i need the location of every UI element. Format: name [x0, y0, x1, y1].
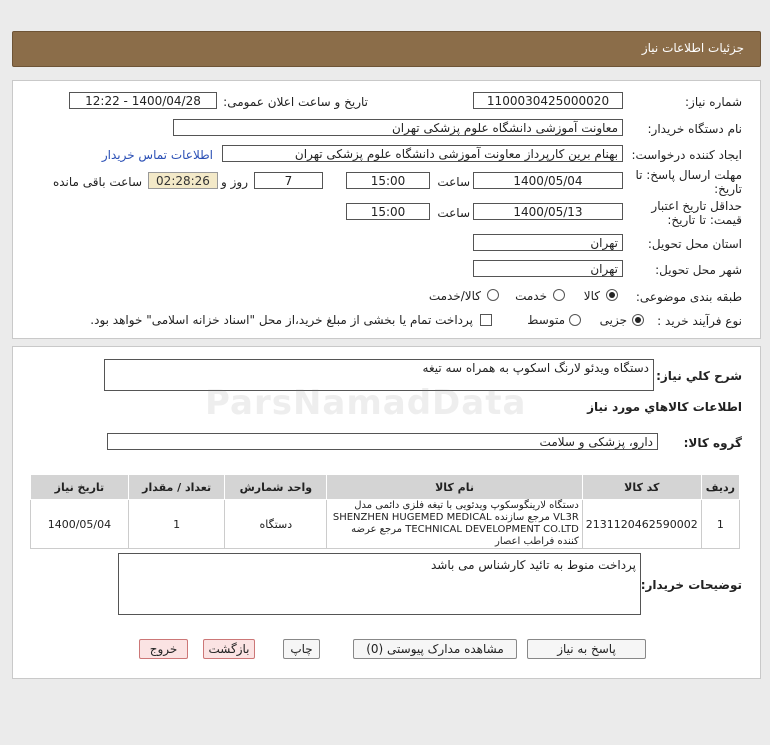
city-field: تهران	[473, 260, 623, 277]
category-label: طبقه بندی موضوعی:	[635, 290, 742, 304]
process-label: نوع فرآیند خرید :	[657, 314, 742, 328]
validity-label-line1: حداقل تاریخ اعتبار	[651, 199, 742, 213]
category-option-goods-service: کالا/خدمت	[428, 289, 481, 303]
col-header-row-number: ردیف	[701, 475, 739, 500]
announce-label: تاریخ و ساعت اعلان عمومی:	[223, 95, 368, 109]
deadline-label-line1: مهلت ارسال پاسخ: تا	[635, 168, 742, 182]
process-option-medium: متوسط	[527, 313, 565, 327]
category-option-service: خدمت	[515, 289, 547, 303]
days-field: 7	[254, 172, 323, 189]
col-header-unit: واحد شمارش	[225, 475, 327, 500]
goods-table	[30, 474, 740, 549]
buyer-notes-field: پرداخت منوط به تائید کارشناس می باشد	[118, 553, 641, 615]
validity-time-field: 15:00	[346, 203, 430, 220]
treasury-payment-note: پرداخت تمام یا بخشی از مبلغ خرید،از محل "اسناد خزانه اسلامی" خواهد بود.	[90, 313, 473, 327]
process-radio-minor[interactable]	[632, 314, 644, 326]
goods-group-field: دارو، پزشکی و سلامت	[107, 433, 658, 450]
table-row	[31, 500, 740, 549]
goods-group-label: گروه کالا:	[683, 436, 742, 450]
buyer-org-label: نام دستگاه خریدار:	[647, 122, 742, 136]
validity-label-line2: قیمت: تا تاریخ:	[667, 213, 742, 227]
view-attachments-button[interactable]: مشاهده مدارک پیوستی (0)	[353, 639, 517, 659]
reply-button[interactable]: پاسخ به نیاز	[527, 639, 646, 659]
category-radio-goods-service[interactable]	[487, 289, 499, 301]
process-option-minor: جزیی	[599, 313, 627, 327]
col-header-code: کد کالا	[582, 475, 701, 500]
deadline-label-line2: تاریخ:	[714, 182, 742, 196]
process-radio-medium[interactable]	[569, 314, 581, 326]
deadline-time-label: ساعت	[437, 175, 470, 189]
cell-date: 1400/05/04	[31, 500, 129, 549]
remaining-time-field: 02:28:26	[148, 172, 218, 189]
city-label: شهر محل تحویل:	[655, 263, 742, 277]
cell-code: 2131120462590002	[582, 500, 701, 549]
cell-unit: دستگاه	[225, 500, 327, 549]
need-number-label: شماره نیاز:	[685, 95, 742, 109]
col-header-date: تاریخ نیاز	[31, 475, 129, 500]
cell-qty: 1	[128, 500, 225, 549]
announce-field: 1400/04/28 - 12:22	[69, 92, 217, 109]
buyer-contact-link[interactable]: اطلاعات تماس خریدار	[101, 148, 213, 162]
page-header	[12, 31, 761, 67]
need-number-field: 1100030425000020	[473, 92, 623, 109]
table-header-row	[31, 475, 740, 500]
treasury-payment-checkbox[interactable]	[480, 314, 492, 326]
category-radio-goods[interactable]	[606, 289, 618, 301]
validity-date-field: 1400/05/13	[473, 203, 623, 220]
province-field: تهران	[473, 234, 623, 251]
buyer-notes-label: توضیحات خریدار:	[640, 578, 742, 592]
validity-time-label: ساعت	[437, 206, 470, 220]
col-header-name: نام کالا	[327, 475, 583, 500]
creator-label: ایجاد کننده درخواست:	[631, 148, 742, 162]
remaining-label: ساعت باقی مانده	[52, 175, 142, 189]
category-radio-service[interactable]	[553, 289, 565, 301]
cell-row-number: 1	[701, 500, 739, 549]
deadline-date-field: 1400/05/04	[473, 172, 623, 189]
creator-field: بهنام برین کارپرداز معاونت آموزشی دانشگاه علوم پزشکی تهران	[222, 145, 623, 162]
exit-button[interactable]: خروج	[139, 639, 188, 659]
cell-name: دستگاه لارینگوسکوپ ویدئویی با تیغه فلزی دائمی مدل VL3R مرجع سازنده SHENZHEN HUGEMED MEDICAL TECHNICAL DEVELOPMENT CO.LTD مرجع عرضه کننده فراطب اعصار	[327, 500, 583, 549]
deadline-time-field: 15:00	[346, 172, 430, 189]
page-title: جزئیات اطلاعات نیاز	[641, 41, 744, 55]
goods-section-title: اطلاعات کالاهاي مورد نیاز	[587, 400, 742, 414]
col-header-qty: تعداد / مقدار	[128, 475, 225, 500]
days-label: روز و	[221, 175, 248, 189]
back-button[interactable]: بازگشت	[203, 639, 255, 659]
summary-label: شرح کلي نیاز:	[656, 369, 742, 383]
print-button[interactable]: چاپ	[283, 639, 320, 659]
summary-field: دستگاه ویدئو لارنگ اسکوپ به همراه سه تیغه	[104, 359, 654, 391]
province-label: استان محل تحویل:	[647, 237, 742, 251]
category-option-goods: کالا	[583, 289, 600, 303]
buyer-org-field: معاونت آموزشی دانشگاه علوم پزشکی تهران	[173, 119, 623, 136]
